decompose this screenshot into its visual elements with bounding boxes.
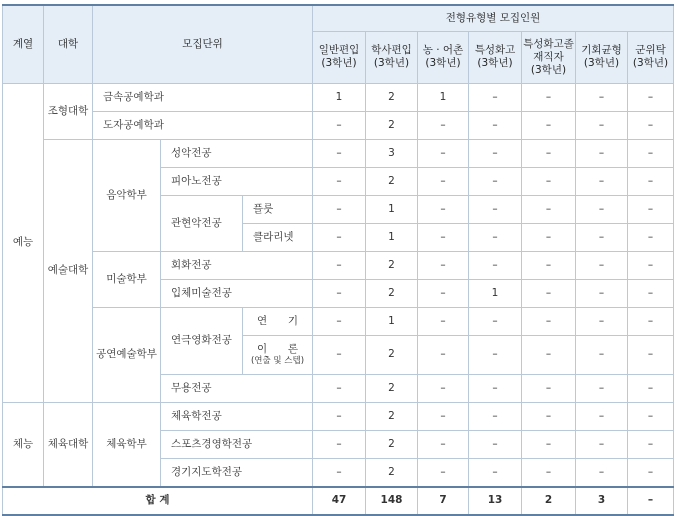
table-row	[3, 139, 674, 167]
value-cell: –	[418, 139, 469, 167]
header-category: 계열	[3, 5, 44, 83]
value-cell: 1	[418, 83, 469, 111]
major-cell: 연극영화전공	[161, 307, 243, 374]
value-cell: 2	[366, 111, 418, 139]
header-col: 기회균형 (3학년)	[576, 31, 628, 83]
value-cell: –	[576, 223, 628, 251]
value-cell: –	[576, 307, 628, 335]
value-cell: –	[522, 279, 576, 307]
value-cell: 47	[313, 487, 366, 515]
dept-cell: 미술학부	[93, 251, 161, 307]
dept-cell: 체육학부	[93, 402, 161, 487]
value-cell: –	[418, 374, 469, 402]
value-cell: –	[313, 335, 366, 374]
value-cell: –	[418, 430, 469, 458]
value-cell: –	[418, 307, 469, 335]
value-cell: –	[418, 111, 469, 139]
value-cell: –	[628, 279, 674, 307]
unit-cell: 체육학전공	[161, 402, 313, 430]
value-cell: –	[522, 307, 576, 335]
value-cell: –	[628, 139, 674, 167]
value-cell: –	[628, 195, 674, 223]
value-cell: –	[576, 430, 628, 458]
header-col: 특성화고 (3학년)	[469, 31, 522, 83]
value-cell: 2	[366, 335, 418, 374]
value-cell: 1	[366, 195, 418, 223]
value-cell: –	[522, 402, 576, 430]
value-cell: 2	[366, 430, 418, 458]
total-row	[3, 487, 674, 515]
college-cell: 체육대학	[44, 402, 93, 487]
table-row	[3, 402, 674, 430]
value-cell: –	[522, 335, 576, 374]
recruitment-table	[2, 4, 674, 516]
header-col: 농 · 어촌 (3학년)	[418, 31, 469, 83]
value-cell: –	[576, 279, 628, 307]
dept-cell: 공연예술학부	[93, 307, 161, 402]
header-col: 일반편입 (3학년)	[313, 31, 366, 83]
table-row	[3, 307, 674, 335]
unit-cell: 클라리넷	[243, 223, 313, 251]
value-cell: –	[628, 430, 674, 458]
value-cell: –	[418, 279, 469, 307]
table-row	[3, 251, 674, 279]
value-cell: –	[522, 430, 576, 458]
value-cell: –	[628, 487, 674, 515]
value-cell: –	[469, 167, 522, 195]
value-cell: –	[418, 195, 469, 223]
value-cell: –	[469, 374, 522, 402]
unit-cell: 금속공예학과	[93, 83, 313, 111]
value-cell: 1	[469, 279, 522, 307]
value-cell: –	[469, 195, 522, 223]
value-cell: –	[522, 374, 576, 402]
value-cell: –	[418, 335, 469, 374]
dept-cell: 음악학부	[93, 139, 161, 251]
total-label: 합 계	[3, 487, 313, 515]
value-cell: –	[522, 139, 576, 167]
value-cell: –	[522, 223, 576, 251]
value-cell: –	[522, 111, 576, 139]
value-cell: –	[469, 307, 522, 335]
value-cell: –	[313, 430, 366, 458]
value-cell: –	[628, 223, 674, 251]
unit-cell: 성악전공	[161, 139, 313, 167]
value-cell: –	[576, 167, 628, 195]
unit-cell: 도자공예학과	[93, 111, 313, 139]
value-cell: –	[576, 458, 628, 487]
value-cell: 1	[313, 83, 366, 111]
value-cell: –	[522, 195, 576, 223]
value-cell: –	[628, 458, 674, 487]
unit-cell: 스포츠경영학전공	[161, 430, 313, 458]
value-cell: –	[418, 251, 469, 279]
value-cell: 1	[366, 307, 418, 335]
header-unit: 모집단위	[93, 5, 313, 83]
value-cell: –	[313, 458, 366, 487]
value-cell: 148	[366, 487, 418, 515]
value-cell: –	[313, 111, 366, 139]
value-cell: 2	[366, 402, 418, 430]
value-cell: –	[418, 167, 469, 195]
value-cell: –	[628, 83, 674, 111]
header-col: 학사편입 (3학년)	[366, 31, 418, 83]
value-cell: –	[469, 251, 522, 279]
value-cell: 2	[366, 374, 418, 402]
value-cell: –	[418, 458, 469, 487]
value-cell: 1	[366, 223, 418, 251]
unit-cell: 이 론 (연출 및 스텝)	[243, 335, 313, 374]
major-cell: 관현악전공	[161, 195, 243, 251]
value-cell: –	[469, 111, 522, 139]
unit-cell: 회화전공	[161, 251, 313, 279]
value-cell: –	[522, 458, 576, 487]
value-cell: –	[576, 83, 628, 111]
value-cell: –	[313, 402, 366, 430]
value-cell: –	[628, 402, 674, 430]
value-cell: 13	[469, 487, 522, 515]
value-cell: –	[628, 111, 674, 139]
category-cell: 체능	[3, 402, 44, 487]
value-cell: 2	[366, 458, 418, 487]
value-cell: –	[522, 251, 576, 279]
value-cell: –	[313, 374, 366, 402]
college-cell: 조형대학	[44, 83, 93, 139]
value-cell: 3	[366, 139, 418, 167]
value-cell: –	[522, 167, 576, 195]
value-cell: –	[469, 458, 522, 487]
value-cell: –	[469, 430, 522, 458]
value-cell: –	[313, 307, 366, 335]
value-cell: –	[576, 139, 628, 167]
value-cell: 2	[366, 251, 418, 279]
value-cell: 7	[418, 487, 469, 515]
unit-cell: 경기지도학전공	[161, 458, 313, 487]
value-cell: –	[628, 307, 674, 335]
value-cell: –	[628, 335, 674, 374]
value-cell: –	[418, 223, 469, 251]
value-cell: –	[313, 195, 366, 223]
unit-cell: 무용전공	[161, 374, 313, 402]
unit-cell: 연 기	[243, 307, 313, 335]
value-cell: –	[522, 83, 576, 111]
value-cell: –	[576, 111, 628, 139]
value-cell: –	[576, 374, 628, 402]
header-col: 특성화고졸 재직자 (3학년)	[522, 31, 576, 83]
value-cell: –	[469, 402, 522, 430]
table-row	[3, 83, 674, 111]
value-cell: –	[313, 251, 366, 279]
category-cell: 예능	[3, 83, 44, 402]
value-cell: –	[628, 251, 674, 279]
value-cell: –	[576, 251, 628, 279]
value-cell: –	[576, 402, 628, 430]
value-cell: –	[313, 139, 366, 167]
value-cell: –	[313, 167, 366, 195]
value-cell: 2	[366, 83, 418, 111]
value-cell: 2	[366, 279, 418, 307]
value-cell: –	[418, 402, 469, 430]
value-cell: 2	[366, 167, 418, 195]
unit-cell: 플룻	[243, 195, 313, 223]
value-cell: 2	[522, 487, 576, 515]
value-cell: –	[469, 139, 522, 167]
unit-cell: 피아노전공	[161, 167, 313, 195]
value-cell: 3	[576, 487, 628, 515]
value-cell: –	[576, 335, 628, 374]
value-cell: –	[469, 335, 522, 374]
header-group: 전형유형별 모집인원	[313, 5, 674, 31]
value-cell: –	[576, 195, 628, 223]
value-cell: –	[469, 83, 522, 111]
value-cell: –	[313, 223, 366, 251]
value-cell: –	[313, 279, 366, 307]
college-cell: 예술대학	[44, 139, 93, 402]
header-col: 군위탁 (3학년)	[628, 31, 674, 83]
value-cell: –	[469, 223, 522, 251]
value-cell: –	[628, 374, 674, 402]
table-row	[3, 111, 674, 139]
unit-cell: 입체미술전공	[161, 279, 313, 307]
value-cell: –	[628, 167, 674, 195]
header-college: 대학	[44, 5, 93, 83]
